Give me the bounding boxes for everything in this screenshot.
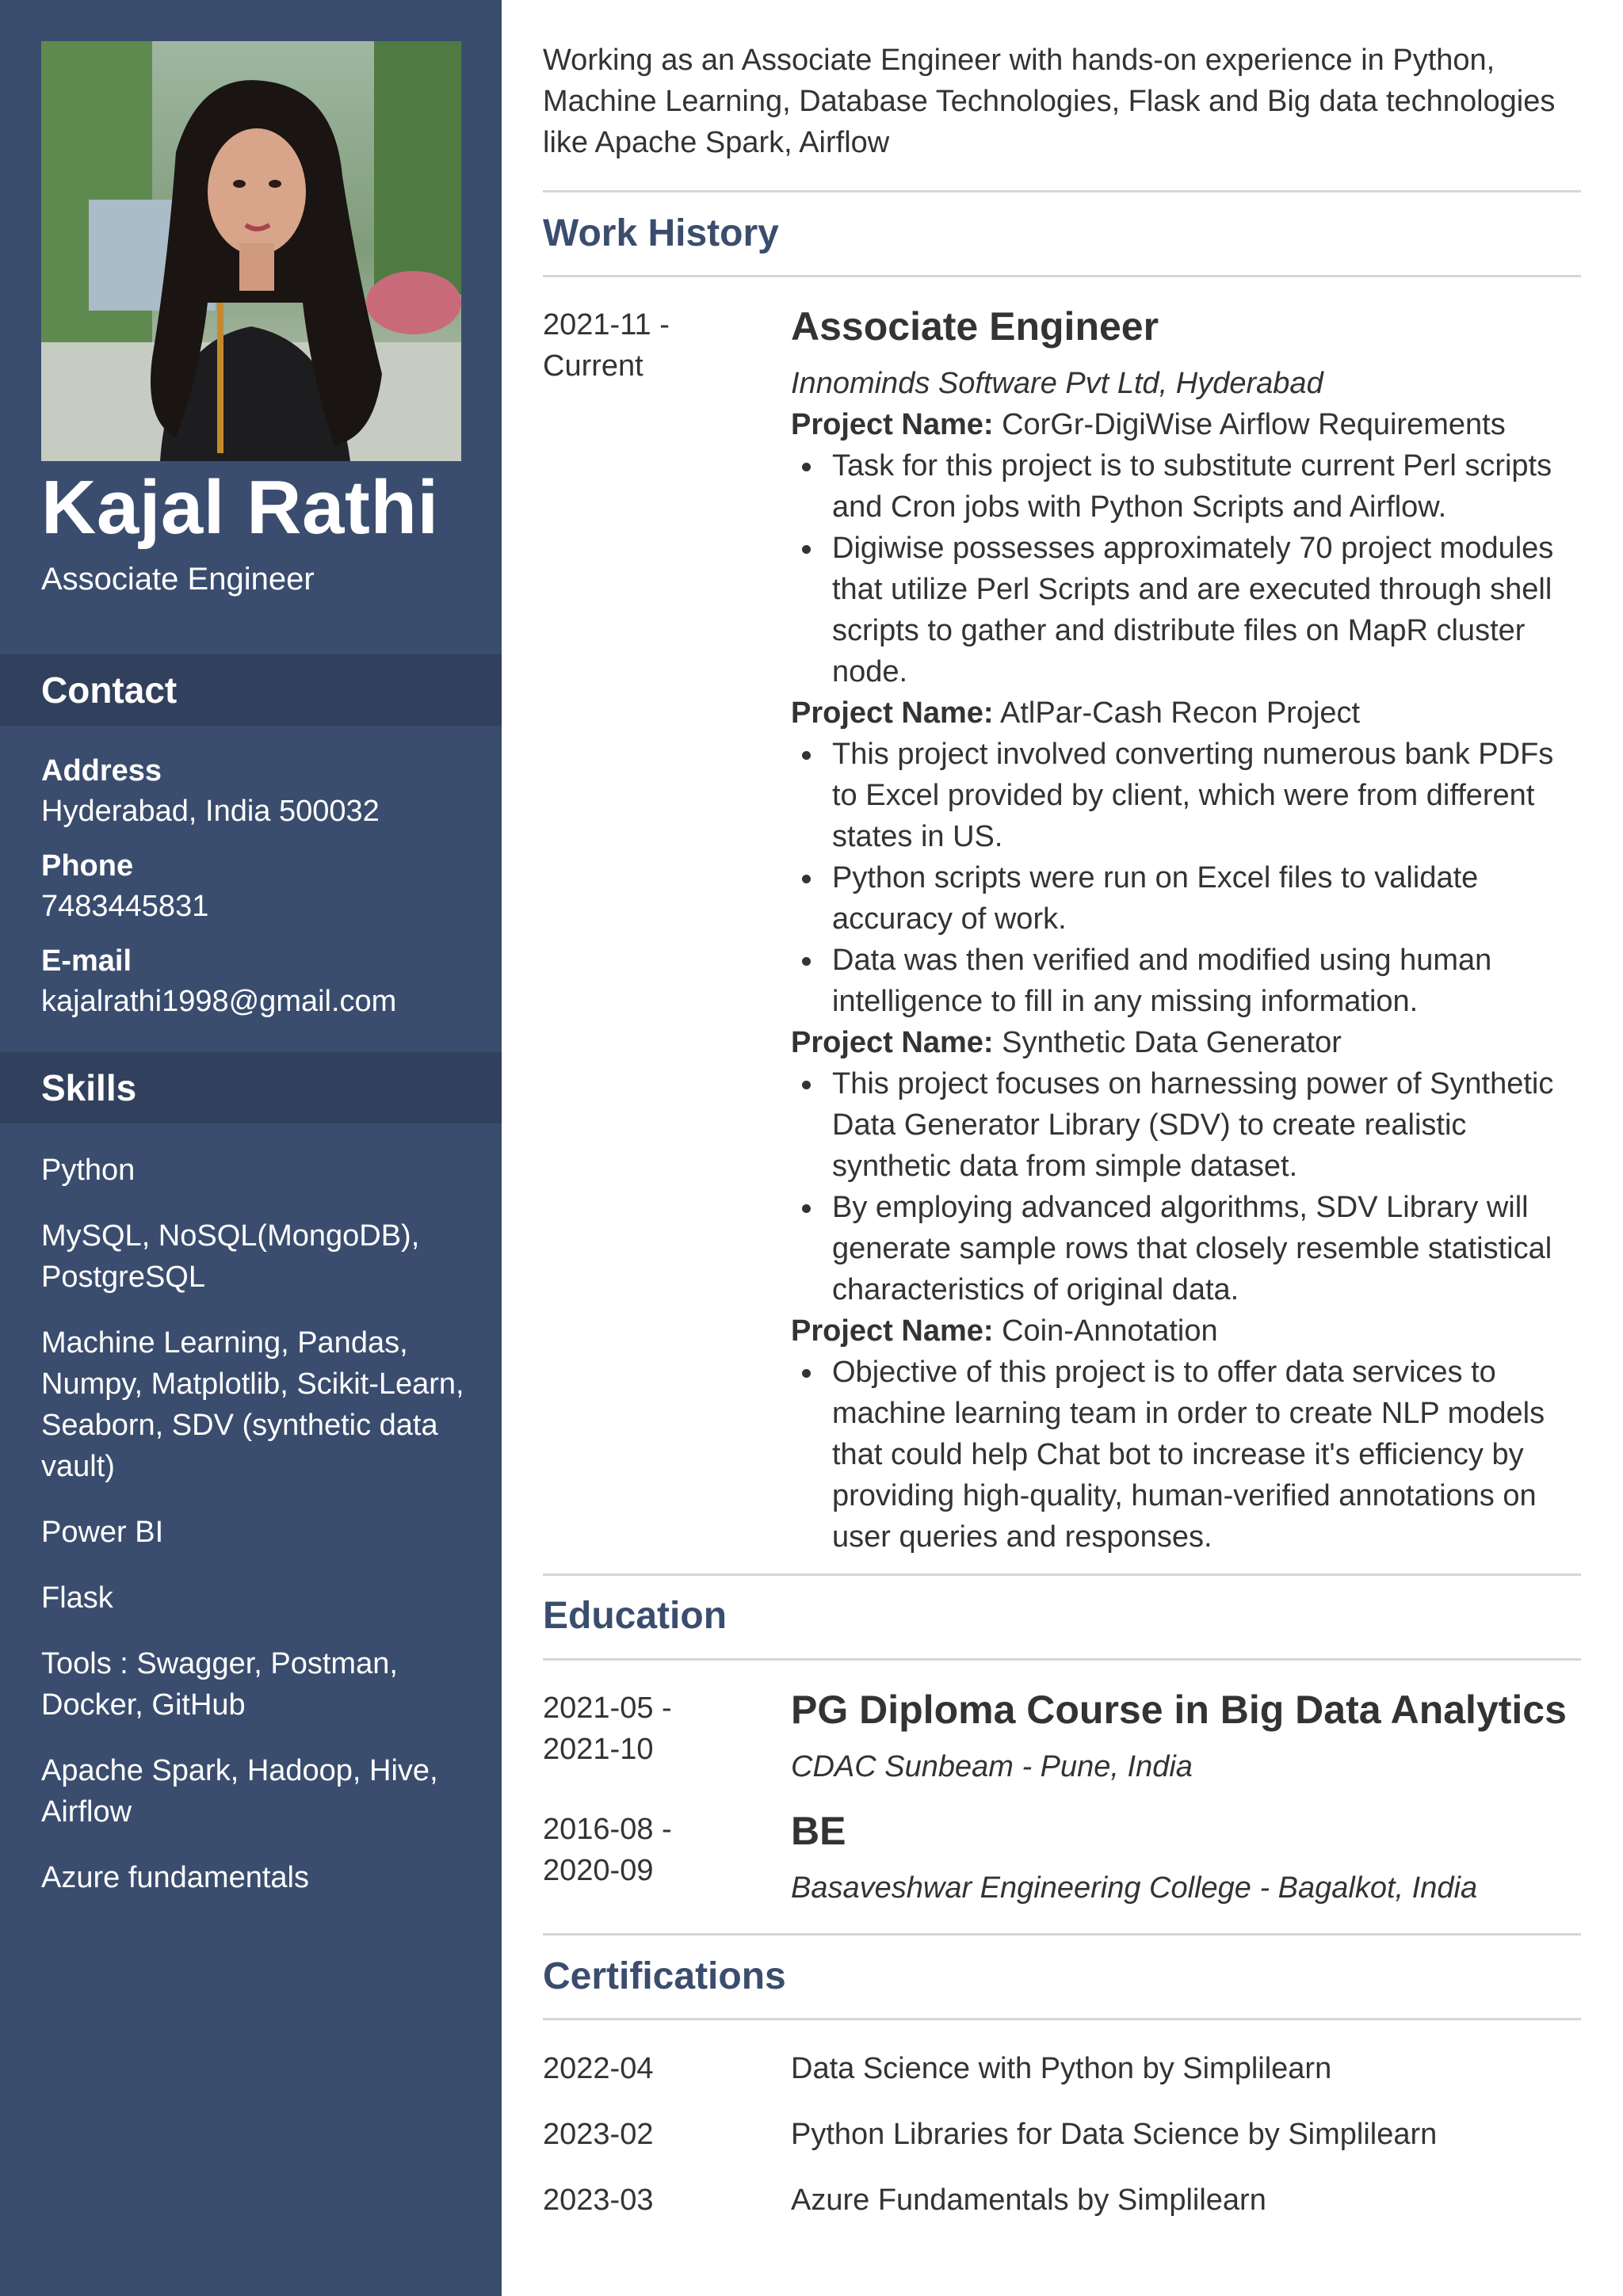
education-heading: Education bbox=[543, 1595, 727, 1637]
skill-item: Python bbox=[41, 1154, 136, 1187]
skill-item: Apache Spark, Hadoop, Hive, Airflow bbox=[41, 1754, 438, 1829]
project-bullet: Task for this project is to substitute current Perl scripts and Cron jobs with Python Scripts and Airflow. bbox=[791, 445, 1581, 528]
skill-item: Flask bbox=[41, 1581, 113, 1615]
degree-title: BE bbox=[791, 1809, 846, 1853]
job-title: Associate Engineer bbox=[791, 304, 1159, 349]
project-label: Project Name: bbox=[791, 408, 994, 441]
project-bullet: Data was then verified and modified using human intelligence to fill in any missing information. bbox=[791, 940, 1581, 1022]
work-date bbox=[543, 304, 773, 387]
profile-photo bbox=[41, 41, 461, 461]
education-date-start: 2016-08 - bbox=[543, 1813, 672, 1846]
contact-label: Address bbox=[41, 754, 162, 788]
work-date-end: Current bbox=[543, 349, 643, 383]
skills-heading-bar bbox=[0, 1052, 502, 1123]
contact-label: Phone bbox=[41, 849, 134, 883]
contact-value: kajalrathi1998@gmail.com bbox=[41, 985, 397, 1018]
work-date-start: 2021-11 - bbox=[543, 308, 670, 341]
project-name bbox=[791, 404, 1581, 445]
education-date bbox=[543, 1688, 773, 1770]
project-bullets bbox=[791, 445, 1581, 692]
project-bullet: This project focuses on harnessing power of Synthetic Data Generator Library (SDV) to create realistic synthetic data from simple dataset. bbox=[791, 1063, 1581, 1187]
project-label: Project Name: bbox=[791, 696, 994, 730]
contact-address bbox=[41, 751, 485, 832]
section-divider bbox=[543, 190, 1581, 193]
education-entry bbox=[791, 1684, 1581, 1787]
certification-name: Azure Fundamentals by Simplilearn bbox=[791, 2183, 1266, 2217]
work-entry bbox=[791, 301, 1581, 1558]
school-name: CDAC Sunbeam - Pune, India bbox=[791, 1750, 1193, 1783]
contact-heading: Contact bbox=[41, 669, 178, 711]
degree-title: PG Diploma Course in Big Data Analytics bbox=[791, 1688, 1567, 1732]
candidate-name: Kajal Rathi bbox=[41, 465, 439, 550]
contact-label: E-mail bbox=[41, 944, 132, 978]
education-date-end: 2020-09 bbox=[543, 1854, 654, 1887]
section-divider bbox=[543, 1573, 1581, 1576]
skill-item: Azure fundamentals bbox=[41, 1861, 309, 1894]
education-date-end: 2021-10 bbox=[543, 1733, 654, 1766]
project-title: AtlPar-Cash Recon Project bbox=[1000, 696, 1361, 730]
contact-heading-bar bbox=[0, 654, 502, 726]
professional-summary: Working as an Associate Engineer with hands-on experience in Python, Machine Learning, Database Technologies, Flask and Big data technologies like Apache Spark, Airflow bbox=[543, 44, 1556, 159]
project-title: Synthetic Data Generator bbox=[1002, 1026, 1342, 1059]
work-history-heading: Work History bbox=[543, 212, 779, 254]
section-divider bbox=[543, 1933, 1581, 1936]
skills-list bbox=[41, 1150, 469, 1923]
project-bullet: This project involved converting numerous bank PDFs to Excel provided by client, which were from different states in US. bbox=[791, 734, 1581, 857]
project-bullet: Objective of this project is to offer data services to machine learning team in order to create NLP models that could help Chat bot to increase it's efficiency by providing high-quality, human-verified annotations on user queries and responses. bbox=[791, 1352, 1581, 1558]
project-bullets bbox=[791, 1063, 1581, 1310]
certification-name: Python Libraries for Data Science by Simplilearn bbox=[791, 2118, 1438, 2151]
certification-name: Data Science with Python by Simplilearn bbox=[791, 2052, 1332, 2085]
skill-item: Power BI bbox=[41, 1516, 164, 1549]
section-divider bbox=[543, 1658, 1581, 1661]
contact-value: Hyderabad, India 500032 bbox=[41, 795, 380, 828]
education-date bbox=[543, 1809, 773, 1891]
education-entry bbox=[791, 1806, 1581, 1909]
certifications-heading: Certifications bbox=[543, 1955, 786, 1997]
project-label: Project Name: bbox=[791, 1314, 994, 1348]
project-bullets bbox=[791, 734, 1581, 1022]
project-name bbox=[791, 692, 1581, 734]
section-divider bbox=[543, 275, 1581, 277]
certification-date: 2023-02 bbox=[543, 2118, 654, 2151]
project-title: Coin-Annotation bbox=[1002, 1314, 1218, 1348]
contact-email bbox=[41, 941, 485, 1022]
skill-item: Tools : Swagger, Postman, Docker, GitHub bbox=[41, 1647, 398, 1722]
certification-date: 2022-04 bbox=[543, 2052, 654, 2085]
project-bullet: Digiwise possesses approximately 70 project modules that utilize Perl Scripts and are executed through shell scripts to gather and distribute files on MapR cluster node. bbox=[791, 528, 1581, 692]
certification-date: 2023-03 bbox=[543, 2183, 654, 2217]
candidate-role: Associate Engineer bbox=[41, 562, 315, 597]
school-name: Basaveshwar Engineering College - Bagalkot, India bbox=[791, 1871, 1478, 1905]
contact-list bbox=[41, 751, 485, 1036]
section-divider bbox=[543, 2018, 1581, 2020]
skills-heading: Skills bbox=[41, 1067, 137, 1108]
skill-item: MySQL, NoSQL(MongoDB), PostgreSQL bbox=[41, 1219, 420, 1294]
project-bullet: Python scripts were run on Excel files to validate accuracy of work. bbox=[791, 857, 1581, 940]
company-name: Innominds Software Pvt Ltd, Hyderabad bbox=[791, 367, 1323, 400]
skill-item: Machine Learning, Pandas, Numpy, Matplotlib, Scikit-Learn, Seaborn, SDV (synthetic data vault) bbox=[41, 1326, 464, 1483]
project-name bbox=[791, 1310, 1581, 1352]
project-bullets bbox=[791, 1352, 1581, 1558]
project-title: CorGr-DigiWise Airflow Requirements bbox=[1002, 408, 1506, 441]
contact-phone bbox=[41, 846, 485, 927]
sidebar bbox=[0, 0, 502, 2296]
contact-value: 7483445831 bbox=[41, 890, 209, 923]
project-name bbox=[791, 1022, 1581, 1063]
project-label: Project Name: bbox=[791, 1026, 994, 1059]
education-date-start: 2021-05 - bbox=[543, 1691, 672, 1725]
project-bullet: By employing advanced algorithms, SDV Library will generate sample rows that closely resemble statistical characteristics of original data. bbox=[791, 1187, 1581, 1310]
